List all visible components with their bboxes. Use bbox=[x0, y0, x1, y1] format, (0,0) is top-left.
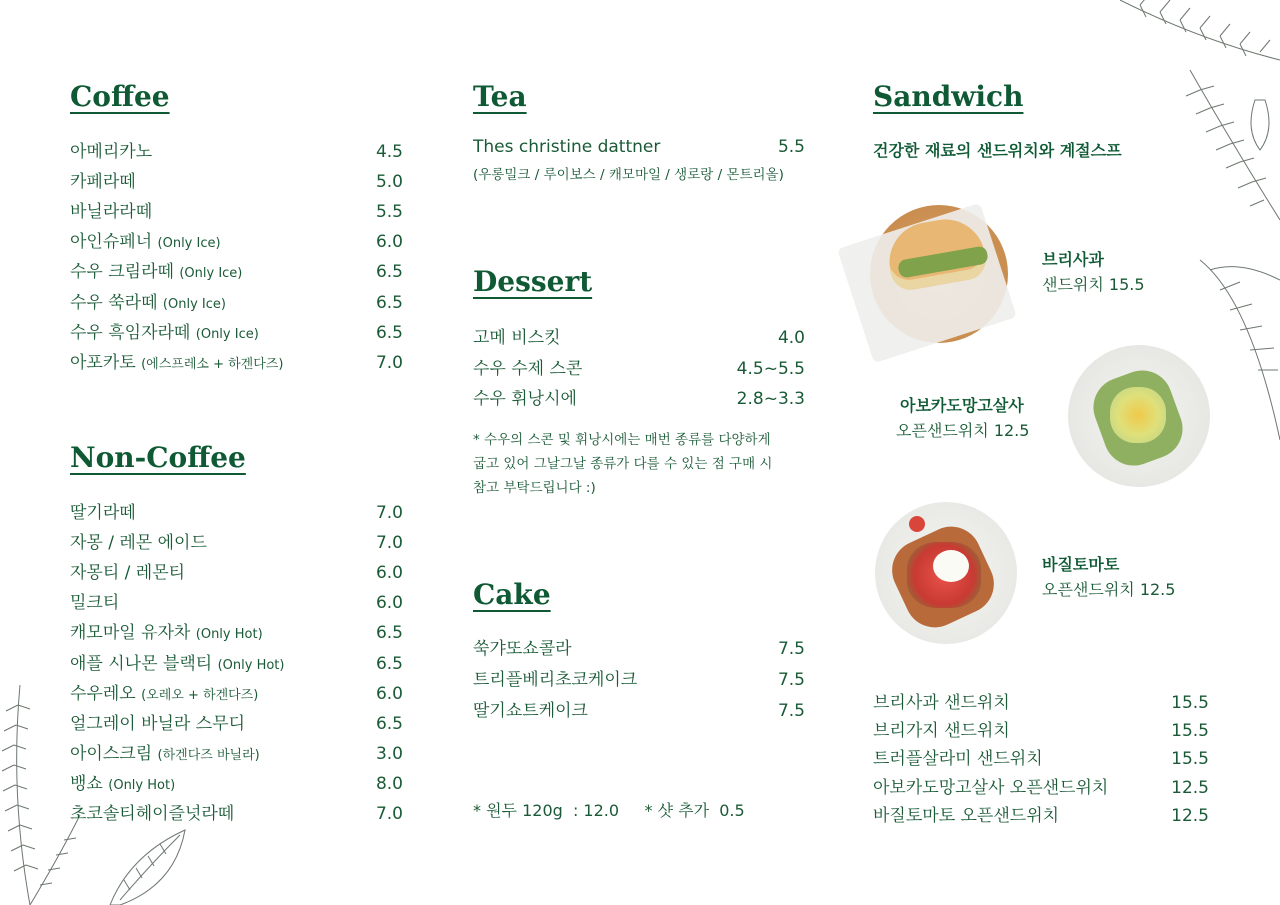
menu-item-note: (Only Hot) bbox=[217, 657, 285, 673]
menu-item-price: 15.5 bbox=[1171, 721, 1209, 742]
featured-sandwich-name: 브리사과 bbox=[1042, 250, 1104, 269]
menu-item bbox=[70, 558, 403, 583]
coffee-heading: Coffee bbox=[70, 80, 170, 113]
menu-item-label bbox=[70, 769, 175, 794]
menu-item-price: 6.5 bbox=[375, 292, 403, 313]
menu-item bbox=[70, 167, 403, 192]
menu-item-note: (Only Ice) bbox=[162, 296, 226, 312]
menu-item-name: 트러플살라미 샌드위치 bbox=[873, 749, 1043, 770]
menu-item-name: 딸기쇼트케이크 bbox=[473, 701, 588, 721]
menu-item-name: 수우레오 bbox=[70, 683, 136, 704]
menu-item-name: 쑥갸또쇼콜라 bbox=[473, 639, 572, 659]
mango-salsa bbox=[1110, 387, 1166, 443]
menu-item bbox=[473, 665, 805, 690]
menu-item-price: 8.0 bbox=[375, 773, 403, 794]
menu-item bbox=[70, 498, 403, 523]
menu-item-price: 7.5 bbox=[777, 670, 805, 690]
dessert-notice-line: 굽고 있어 그날그날 종류가 다를 수 있는 점 구매 시 bbox=[473, 456, 773, 472]
menu-item-label bbox=[70, 739, 260, 764]
menu-item-price: 12.5 bbox=[1171, 777, 1209, 798]
menu-item-price: 6.5 bbox=[375, 653, 403, 674]
menu-item bbox=[873, 744, 1209, 769]
tea-flavors: (우롱밀크 / 루이보스 / 캐모마일 / 생로랑 / 몬트리올) bbox=[473, 167, 784, 183]
menu-item-price: 6.0 bbox=[375, 232, 403, 253]
menu-item-label bbox=[473, 323, 561, 348]
menu-item-label bbox=[473, 665, 637, 690]
menu-item-name: 자몽 / 레몬 에이드 bbox=[70, 533, 207, 554]
menu-item-label bbox=[70, 167, 136, 192]
menu-item bbox=[70, 348, 403, 373]
menu-item bbox=[873, 801, 1209, 826]
menu-item-name: 수우 수제 스콘 bbox=[473, 358, 583, 379]
tea-item-name: Thes christine dattner bbox=[473, 137, 661, 157]
menu-item-name: 바닐라라떼 bbox=[70, 202, 153, 223]
noncoffee-heading: Non-Coffee bbox=[70, 441, 246, 474]
menu-item-label bbox=[70, 799, 234, 824]
tea-item bbox=[473, 137, 805, 157]
menu-item-price: 4.0 bbox=[777, 328, 805, 348]
menu-item-name: 바질토마토 오픈샌드위치 bbox=[873, 805, 1060, 826]
menu-item bbox=[70, 288, 403, 313]
menu-item-note: (하겐다즈 바닐라) bbox=[157, 747, 260, 763]
menu-item bbox=[473, 384, 805, 409]
menu-item-label bbox=[70, 558, 185, 583]
menu-item-label bbox=[70, 528, 207, 553]
menu-item-name: 초코솔티헤이즐넛라떼 bbox=[70, 804, 235, 824]
menu-item-price: 6.5 bbox=[375, 623, 403, 644]
menu-item-name: 뱅쇼 bbox=[70, 773, 103, 794]
menu-item-label bbox=[70, 197, 152, 222]
menu-item-label bbox=[873, 716, 1010, 741]
menu-item bbox=[873, 688, 1209, 713]
menu-item-price: 7.0 bbox=[375, 503, 403, 523]
menu-item-label bbox=[70, 318, 259, 343]
menu-item-name: 수우 쑥라떼 bbox=[70, 292, 158, 313]
menu-item bbox=[70, 137, 403, 162]
menu-item-name: 브리가지 샌드위치 bbox=[873, 721, 1010, 742]
menu-item-price: 15.5 bbox=[1171, 749, 1209, 770]
menu-item-label bbox=[70, 679, 258, 704]
dessert-heading: Dessert bbox=[473, 265, 593, 298]
menu-item-name: 캐모마일 유자차 bbox=[70, 623, 191, 644]
tea-heading: Tea bbox=[473, 80, 527, 113]
menu-item-note: (Only Ice) bbox=[195, 326, 259, 342]
menu-item bbox=[70, 197, 403, 222]
menu-item-price: 7.5 bbox=[777, 639, 805, 659]
menu-item-name: 아메리카노 bbox=[70, 142, 153, 162]
menu-item-name: 아포카토 bbox=[70, 352, 136, 373]
menu-item bbox=[473, 634, 805, 659]
burrata bbox=[933, 550, 969, 582]
menu-item-price: 6.5 bbox=[375, 262, 403, 283]
menu-item-price: 4.5~5.5 bbox=[736, 358, 805, 379]
extras-note bbox=[473, 798, 745, 821]
menu-item bbox=[70, 799, 403, 824]
menu-item-label bbox=[473, 384, 577, 409]
menu-item-label bbox=[873, 773, 1108, 798]
featured-sandwich-desc: 오픈샌드위치 12.5 bbox=[1042, 580, 1176, 599]
menu-item-price: 6.0 bbox=[375, 683, 403, 704]
menu-item-price: 7.0 bbox=[375, 804, 403, 824]
dessert-notice-line: 참고 부탁드립니다 :) bbox=[473, 480, 596, 496]
menu-item-name: 자몽티 / 레몬티 bbox=[70, 563, 186, 584]
menu-item-label bbox=[70, 227, 221, 252]
menu-item-price: 2.8~3.3 bbox=[736, 389, 805, 409]
menu-item-name: 애플 시나몬 블랙티 bbox=[70, 653, 213, 674]
extras-note-text: * 원두 120g : 12.0 * 샷 추가 0.5 bbox=[473, 801, 745, 820]
tea-item-price: 5.5 bbox=[777, 137, 805, 157]
menu-item-name: 딸기라떼 bbox=[70, 503, 136, 523]
menu-item-price: 6.5 bbox=[375, 322, 403, 343]
menu-item-label bbox=[873, 801, 1059, 826]
menu-item-name: 브리사과 샌드위치 bbox=[873, 693, 1010, 713]
menu-item-name: 수우 흑임자라떼 bbox=[70, 322, 191, 343]
menu-item-label bbox=[70, 618, 263, 643]
sandwich-heading: Sandwich bbox=[873, 80, 1024, 113]
menu-item-label bbox=[873, 744, 1043, 769]
menu-item-price: 15.5 bbox=[1171, 693, 1209, 713]
cake-heading: Cake bbox=[473, 578, 551, 611]
menu-item bbox=[873, 773, 1209, 798]
featured-sandwich-name: 바질토마토 bbox=[1042, 555, 1120, 574]
menu-item-label bbox=[70, 709, 245, 734]
menu-item-price: 3.0 bbox=[375, 743, 403, 764]
dessert-notice-line: * 수우의 스콘 및 휘낭시에는 매번 종류를 다양하게 bbox=[473, 432, 771, 448]
menu-item-name: 수우 크림라떼 bbox=[70, 262, 174, 283]
menu-item bbox=[70, 679, 403, 704]
menu-item bbox=[70, 618, 403, 643]
menu-item-name: 아보카도망고살사 오픈샌드위치 bbox=[873, 777, 1109, 798]
menu-item bbox=[70, 739, 403, 764]
menu-item bbox=[70, 769, 403, 794]
menu-item-label bbox=[473, 696, 588, 721]
menu-item bbox=[873, 716, 1209, 741]
sandwich-subtitle: 건강한 재료의 샌드위치와 계절스프 bbox=[873, 141, 1122, 160]
avocado-mango-photo bbox=[1068, 345, 1210, 487]
menu-item bbox=[70, 588, 403, 613]
menu-item-price: 6.0 bbox=[375, 593, 403, 614]
menu-item-price: 12.5 bbox=[1171, 805, 1209, 826]
menu-item-label bbox=[70, 498, 136, 523]
menu-item-note: (Only Ice) bbox=[157, 236, 221, 252]
featured-sandwich-desc: 샌드위치 15.5 bbox=[1042, 275, 1145, 294]
menu-item-note: (Only Hot) bbox=[195, 627, 263, 643]
menu-item bbox=[70, 709, 403, 734]
menu-item-note: (Only Ice) bbox=[179, 266, 243, 282]
menu-item bbox=[473, 696, 805, 721]
menu-item-label bbox=[70, 649, 284, 674]
menu-item bbox=[70, 528, 403, 553]
menu-item-price: 7.0 bbox=[375, 352, 403, 373]
menu-item-label bbox=[873, 688, 1010, 713]
menu-item-price: 4.5 bbox=[375, 142, 403, 162]
tomato-slice bbox=[909, 516, 925, 532]
basil-tomato-photo bbox=[875, 502, 1017, 644]
menu-item-label bbox=[70, 588, 119, 613]
menu-item-price: 6.0 bbox=[375, 563, 403, 584]
menu-item-price: 7.0 bbox=[375, 533, 403, 554]
menu-item-label bbox=[473, 354, 582, 379]
menu-item-note: (오레오 + 하겐다즈) bbox=[141, 687, 259, 703]
menu-item-name: 아이스크림 bbox=[70, 743, 153, 764]
menu-item-name: 밀크티 bbox=[70, 593, 120, 614]
menu-item-price: 7.5 bbox=[777, 701, 805, 721]
menu-item-name: 트리플베리초코케이크 bbox=[473, 670, 638, 690]
menu-item-name: 카페라떼 bbox=[70, 172, 136, 193]
menu-item-note: (Only Hot) bbox=[108, 777, 176, 793]
menu-item-note: (에스프레소 + 하겐다즈) bbox=[141, 356, 284, 372]
menu-item-name: 수우 휘낭시에 bbox=[473, 389, 577, 409]
menu-item-name: 고메 비스킷 bbox=[473, 328, 561, 348]
menu-item-label bbox=[473, 634, 572, 659]
menu-item bbox=[70, 649, 403, 674]
featured-sandwich-desc: 오픈샌드위치 12.5 bbox=[896, 421, 1030, 440]
featured-sandwich-name: 아보카도망고살사 bbox=[900, 396, 1024, 415]
brie-apple-sandwich-photo bbox=[848, 193, 1028, 353]
dessert-notice bbox=[473, 428, 772, 500]
menu-item bbox=[70, 318, 403, 343]
menu-item bbox=[70, 227, 403, 252]
menu-item bbox=[70, 257, 403, 282]
menu-item bbox=[473, 323, 805, 348]
menu-item-label bbox=[70, 288, 226, 313]
menu-item-label bbox=[70, 348, 283, 373]
menu-item-label bbox=[70, 137, 152, 162]
menu-item-price: 6.5 bbox=[375, 713, 403, 734]
menu-item-name: 얼그레이 바닐라 스무디 bbox=[70, 713, 246, 734]
menu-item-price: 5.5 bbox=[375, 202, 403, 223]
menu-item bbox=[473, 354, 805, 379]
menu-item-name: 아인슈페너 bbox=[70, 232, 153, 253]
menu-item-label bbox=[70, 257, 242, 282]
menu-item-price: 5.0 bbox=[375, 172, 403, 193]
